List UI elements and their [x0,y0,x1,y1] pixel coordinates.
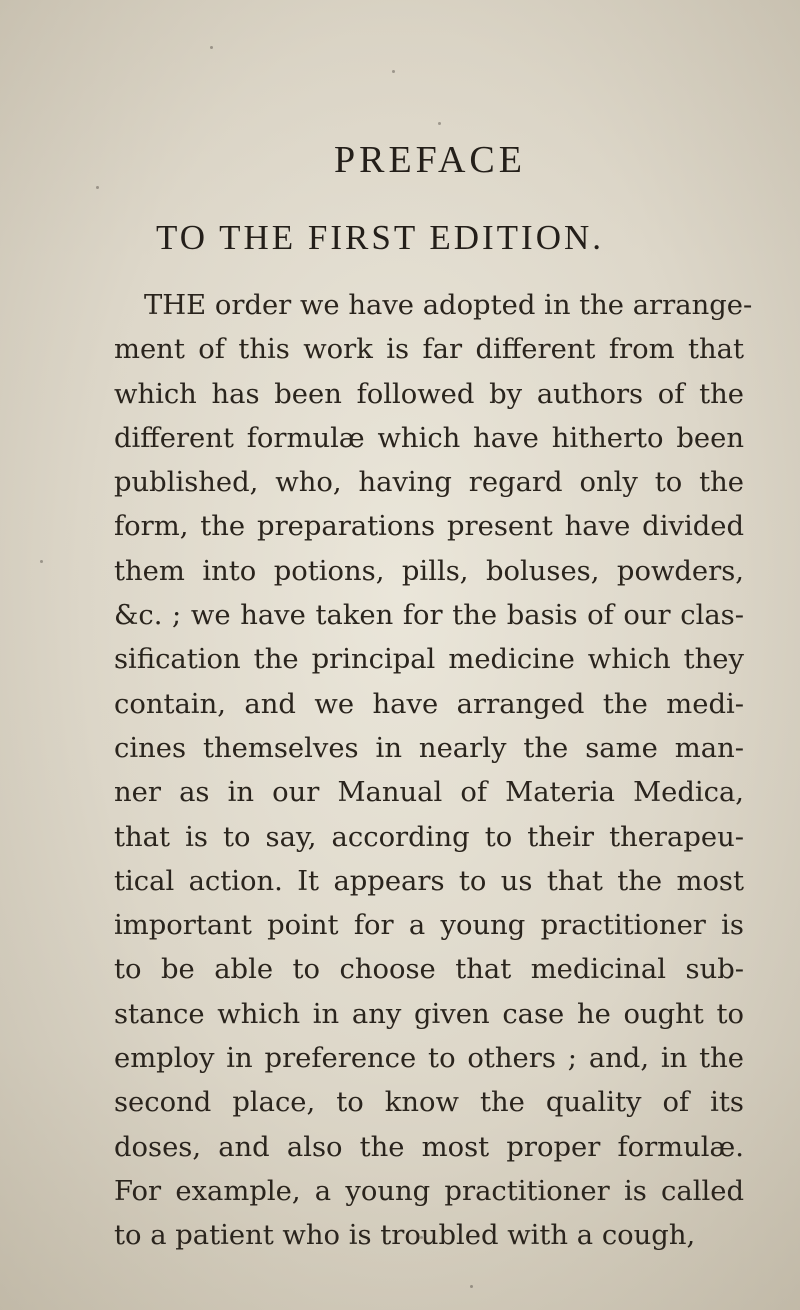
preface-title: PREFACE [333,139,526,181]
text-line: contain, and we have arranged the medi- [114,688,744,720]
heading-block [0,138,800,260]
text-line: stance which in any given case he ought to [114,998,744,1030]
text-line: &c. ; we have taken for the basis of our clas- [114,600,744,632]
text-line: employ in preference to others ; and, in the [114,1043,744,1075]
text-line: different formulæ which have hitherto been [114,422,744,454]
text-line: cines themselves in nearly the same man- [114,732,744,764]
text-line: THE order we have adopted in the arrange- [144,290,753,321]
paper-speck [470,1285,473,1288]
text-line: doses, and also the most proper formulæ. [114,1131,744,1163]
text-line: form, the preparations present have divided [114,511,744,543]
text-line: them into potions, pills, boluses, powders, [114,555,744,587]
edition-subtitle: TO THE FIRST EDITION. [156,218,604,257]
text-line: tical action. It appears to us that the most [114,865,744,897]
paper-speck [438,122,441,125]
text-line: ner as in our Manual of Materia Medica, [114,777,744,809]
text-line: to a patient who is troubled with a cough, [114,1220,696,1252]
text-line: For example, a young practitioner is called [114,1175,744,1207]
paper-speck [210,46,213,49]
paper-speck [40,560,43,563]
text-line: second place, to know the quality of its [114,1087,744,1119]
preface-body [114,284,753,1259]
text-line: which has been followed by authors of the [114,378,744,410]
text-line: published, who, having regard only to the [114,467,744,499]
paper-speck [392,70,395,73]
text-line: that is to say, according to their therapeu- [114,821,744,853]
text-line: ment of this work is far different from that [114,334,744,366]
text-line: important point for a young practitioner is [114,910,744,942]
text-line: sification the principal medicine which they [114,644,744,676]
text-line: to be able to choose that medicinal sub- [114,954,744,986]
